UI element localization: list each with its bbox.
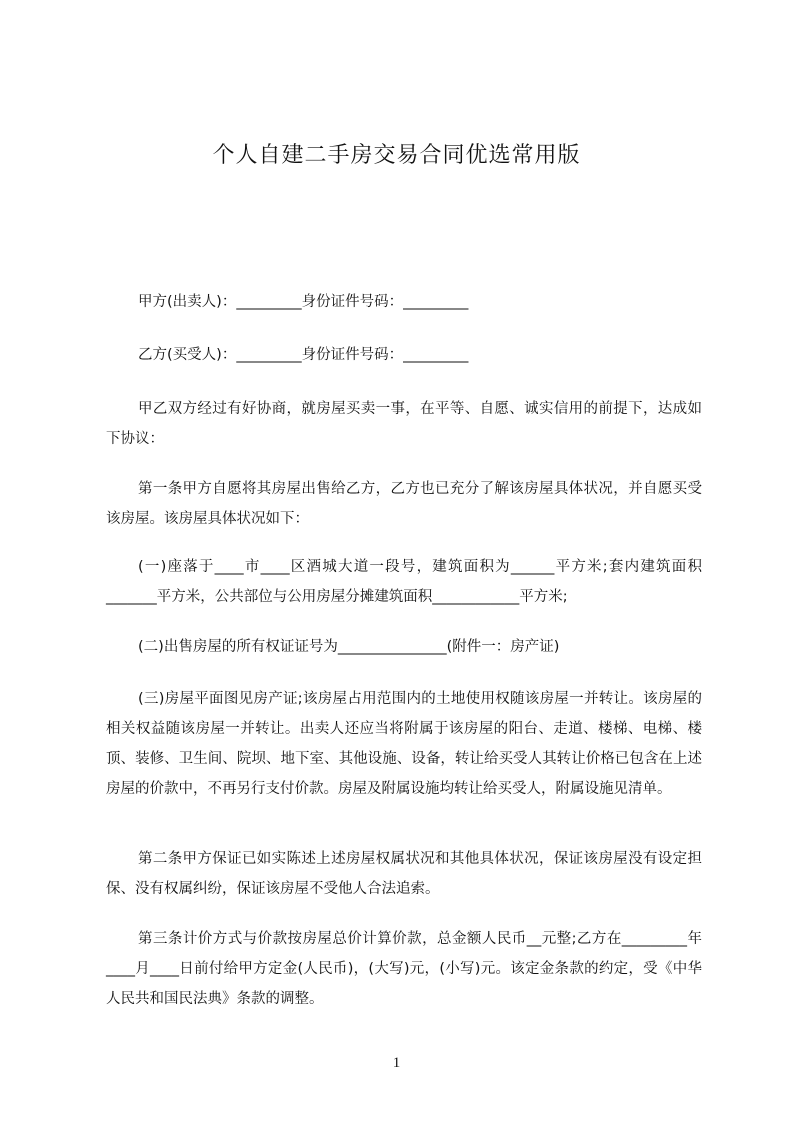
article-2-paragraph: 第二条甲方保证已如实陈述上述房屋权属状况和其他具体状况，保证该房屋没有设定担保、没有权属纠纷，保证该房屋不受他人合法追索。 <box>106 851 702 897</box>
page-title: 个人自建二手房交易合同优选常用版 <box>212 143 581 168</box>
clause-3-paragraph: (三)房屋平面图见房产证;该房屋占用范围内的土地使用权随该房屋一并转让。该房屋的相关权益随该房屋一并转让。出卖人还应当将附属于该房屋的阳台、走道、楼梯、电梯、楼顶、装修、卫生间、院坝、地下室、其他设施、设备，转让给买受人其转让价格已包含在上述房屋的价款中，不再另行支付价款。房屋及附属设施均转让给买受人，附属设施见清单。 <box>106 691 702 797</box>
party-a-line: 甲方(出卖人)：_________身份证件号码：_________ <box>138 294 469 310</box>
clause-1-paragraph: (一)座落于____市____区酒城大道一段号，建筑面积为______平方米;套内建筑面积_______平方米，公共部位与公用房屋分摊建筑面积____________平方米; <box>106 559 702 605</box>
article-1-paragraph: 第一条甲方自愿将其房屋出售给乙方，乙方也已充分了解该房屋具体状况，并自愿买受该房屋。该房屋具体状况如下： <box>106 481 702 527</box>
preamble-paragraph: 甲乙双方经过有好协商，就房屋买卖一事，在平等、自愿、诚实信用的前提下，达成如下协议： <box>106 401 702 447</box>
party-b-line: 乙方(买受人)：_________身份证件号码：_________ <box>138 347 469 363</box>
article-3-paragraph: 第三条计价方式与价款按房屋总价计算价款，总金额人民币__元整;乙方在_________年____月____日前付给甲方定金(人民币)，(大写)元，(小写)元。该定金条款的约定，受《中华人民共和国民法典》条款的调整。 <box>106 931 702 1007</box>
clause-2-paragraph: (二)出售房屋的所有权证证号为_______________(附件一：房产证) <box>138 639 560 655</box>
page-number: 1 <box>392 1055 401 1071</box>
